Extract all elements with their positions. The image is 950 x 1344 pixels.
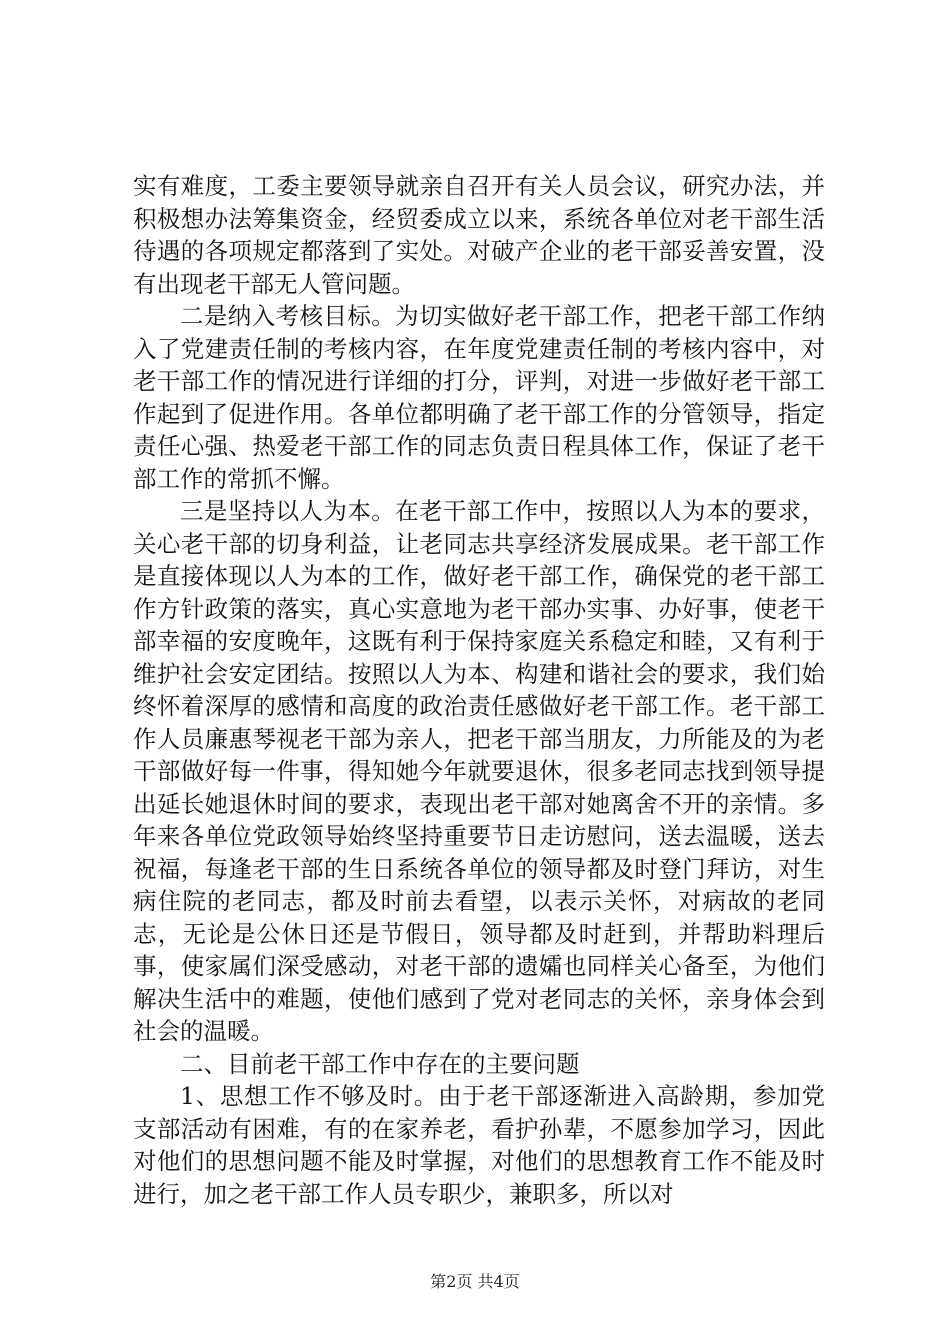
document-body — [133, 170, 825, 1210]
paragraph-assessment-target: 二是纳入考核目标。为切实做好老干部工作，把老干部工作纳入了党建责任制的考核内容，在年度党建责任制的考核内容中，对老干部工作的情况进行详细的打分，评判，对进一步做好老干部工作起到了促进作用。各单位都明确了老干部工作的分管领导，指定责任心强、热爱老干部工作的同志负责日程具体工作，保证了老干部工作的常抓不懈。 — [133, 302, 825, 493]
paragraph-people-oriented: 三是坚持以人为本。在老干部工作中，按照以人为本的要求，关心老干部的切身利益，让老同志共享经济发展成果。老干部工作是直接体现以人为本的工作，做好老干部工作，确保党的老干部工作方针政策的落实，真心实意地为老干部办实事、办好事，使老干部幸福的安度晚年，这既有利于保持家庭关系稳定和睦，又有利于维护社会安定团结。按照以人为本、构建和谐社会的要求，我们始终怀着深厚的感情和高度的政治责任感做好老干部工作。老干部工作人员廉惠琴视老干部为亲人，把老干部当朋友，力所能及的为老干部做好每一件事，得知她今年就要退休，很多老同志找到领导提出延长她退休时间的要求，表现出老干部对她离舍不开的亲情。多年来各单位党政领导始终坚持重要节日走访慰问，送去温暖，送去祝福，每逢老干部的生日系统各单位的领导都及时登门拜访，对生病住院的老同志，都及时前去看望，以表示关怀，对病故的老同志，无论是公休日还是节假日，领导都及时赶到，并帮助料理后事，使家属们深受感动，对老干部的遗孀也同样关心备至，为他们解决生活中的难题，使他们感到了党对老同志的关怀，亲身体会到社会的温暖。 — [133, 497, 825, 1045]
paragraph-continuation: 实有难度，工委主要领导就亲自召开有关人员会议，研究办法，并积极想办法筹集资金，经贸委成立以来，系统各单位对老干部生活待遇的各项规定都落到了实处。对破产企业的老干部妥善安置，没有出现老干部无人管问题。 — [133, 172, 825, 298]
page-footer: 第2页 共4页 — [430, 1272, 520, 1291]
paragraph-ideological-work: 1、思想工作不够及时。由于老干部逐渐进入高龄期，参加党支部活动有困难，有的在家养老，看护孙辈，不愿参加学习，因此对他们的思想问题不能及时掌握，对他们的思想教育工作不能及时进行，加之老干部工作人员专职少，兼职多，所以对 — [133, 1082, 825, 1208]
section-heading-main-problems: 二、目前老干部工作中存在的主要问题 — [180, 1049, 580, 1078]
